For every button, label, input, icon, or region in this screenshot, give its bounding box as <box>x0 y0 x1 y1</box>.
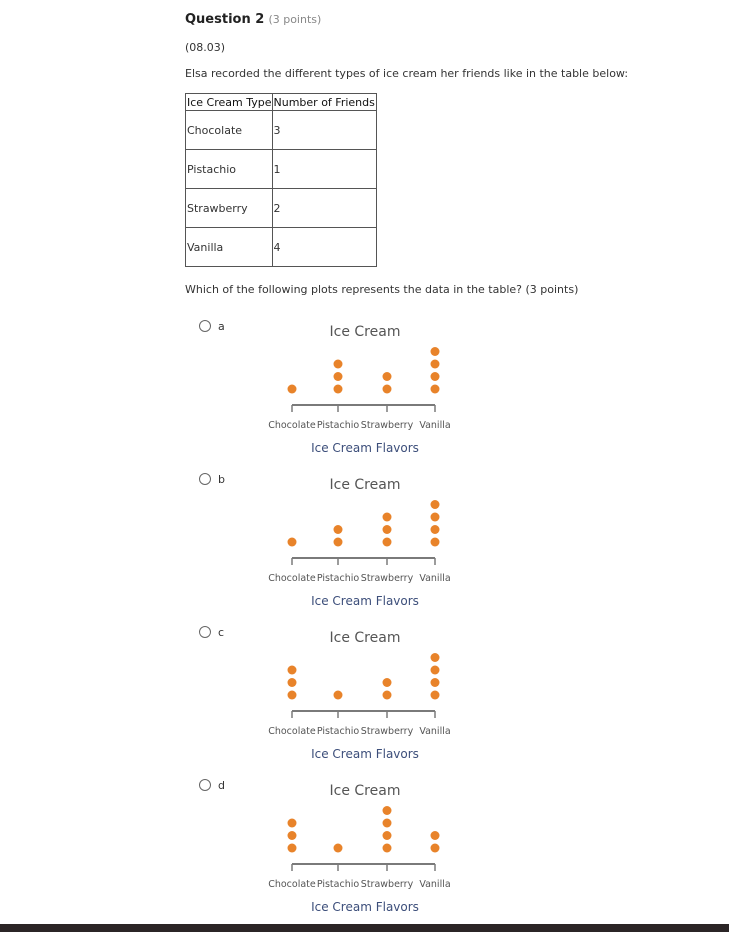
tick-label: Chocolate <box>268 573 316 584</box>
chart-title: Ice Cream <box>329 783 401 799</box>
question-number: Question 2 <box>185 12 265 27</box>
question-title <box>185 12 321 27</box>
option-c-radio[interactable] <box>199 626 239 642</box>
dot-plot-a <box>250 318 465 468</box>
table-cell: 1 <box>272 150 376 189</box>
data-dot <box>334 538 343 547</box>
table-header-row <box>186 94 377 111</box>
data-dot <box>431 360 440 369</box>
x-axis-label: Ice Cream Flavors <box>311 441 419 455</box>
data-dot <box>334 844 343 853</box>
data-dot <box>383 385 392 394</box>
table-header-cell: Ice Cream Type <box>187 95 272 109</box>
tick-label: Pistachio <box>316 420 360 431</box>
data-dot <box>431 513 440 522</box>
tick-label: Pistachio <box>316 573 360 584</box>
tick-label: Strawberry <box>360 420 414 431</box>
question-text: Elsa recorded the different types of ice cream her friends like in the table below: <box>185 67 629 80</box>
data-dot <box>334 360 343 369</box>
data-dot <box>288 678 297 687</box>
data-dot <box>288 831 297 840</box>
tick-label: Strawberry <box>360 726 414 737</box>
tick-label: Chocolate <box>268 879 316 890</box>
data-dot <box>383 513 392 522</box>
question-prompt: Which of the following plots represents the data in the table? (3 points) <box>185 283 579 296</box>
question-points: (3 points) <box>268 13 322 26</box>
data-dot <box>431 538 440 547</box>
tick-label: Pistachio <box>316 726 360 737</box>
data-dot <box>383 525 392 534</box>
data-dot <box>431 691 440 700</box>
option-letter: b <box>218 473 225 486</box>
table-cell: Pistachio <box>186 150 273 189</box>
bottom-bar <box>0 924 729 932</box>
data-dot <box>431 666 440 675</box>
data-dot <box>383 538 392 547</box>
dot-plot-svg <box>250 624 465 774</box>
table-cell: 2 <box>272 189 376 228</box>
data-dot <box>431 500 440 509</box>
tick-label: Vanilla <box>419 573 451 584</box>
data-dot <box>334 372 343 381</box>
option-b-radio[interactable] <box>199 473 239 489</box>
question-code: (08.03) <box>185 41 226 54</box>
data-dot <box>431 372 440 381</box>
table-row <box>186 111 377 150</box>
dot-plot-b <box>250 471 465 621</box>
tick-label: Vanilla <box>419 726 451 737</box>
data-dot <box>383 806 392 815</box>
data-dot <box>288 844 297 853</box>
tick-label: Vanilla <box>419 879 451 890</box>
tick-label: Vanilla <box>419 420 451 431</box>
data-dot <box>288 538 297 547</box>
radio-circle-icon[interactable] <box>199 626 211 638</box>
table-cell: Strawberry <box>186 189 273 228</box>
option-letter: a <box>218 320 225 333</box>
data-dot <box>431 385 440 394</box>
option-d-radio[interactable] <box>199 779 239 795</box>
data-dot <box>288 666 297 675</box>
table-cell: 3 <box>272 111 376 150</box>
dot-plot-svg <box>250 318 465 468</box>
x-axis-label: Ice Cream Flavors <box>311 747 419 761</box>
data-dot <box>431 525 440 534</box>
data-dot <box>288 385 297 394</box>
data-dot <box>383 844 392 853</box>
dot-plot-d <box>250 777 465 927</box>
table-cell: Chocolate <box>186 111 273 150</box>
data-dot <box>383 691 392 700</box>
data-dot <box>334 691 343 700</box>
table-row <box>186 150 377 189</box>
data-dot <box>431 831 440 840</box>
tick-label: Chocolate <box>268 726 316 737</box>
ice-cream-table <box>185 93 377 267</box>
option-letter: d <box>218 779 225 792</box>
data-dot <box>431 844 440 853</box>
tick-label: Pistachio <box>316 879 360 890</box>
data-dot <box>431 347 440 356</box>
data-dot <box>288 691 297 700</box>
data-dot <box>288 819 297 828</box>
data-dot <box>431 653 440 662</box>
x-axis-label: Ice Cream Flavors <box>311 594 419 608</box>
data-dot <box>334 385 343 394</box>
dot-plot-svg <box>250 471 465 621</box>
data-dot <box>431 678 440 687</box>
table-row <box>186 189 377 228</box>
table-cell: 4 <box>272 228 376 267</box>
table-row <box>186 228 377 267</box>
data-dot <box>334 525 343 534</box>
tick-label: Strawberry <box>360 879 414 890</box>
tick-label: Strawberry <box>360 573 414 584</box>
dot-plot-svg <box>250 777 465 927</box>
table-cell: Vanilla <box>186 228 273 267</box>
radio-circle-icon[interactable] <box>199 473 211 485</box>
option-letter: c <box>218 626 225 639</box>
dot-plot-c <box>250 624 465 774</box>
data-dot <box>383 372 392 381</box>
tick-label: Chocolate <box>268 420 316 431</box>
option-a-radio[interactable] <box>199 320 239 336</box>
data-dot <box>383 831 392 840</box>
chart-title: Ice Cream <box>329 630 401 646</box>
data-dot <box>383 678 392 687</box>
radio-circle-icon[interactable] <box>199 779 211 791</box>
radio-circle-icon[interactable] <box>199 320 211 332</box>
table-header-cell: Number of Friends <box>273 95 375 109</box>
data-dot <box>383 819 392 828</box>
chart-title: Ice Cream <box>329 477 401 493</box>
x-axis-label: Ice Cream Flavors <box>311 900 419 914</box>
chart-title: Ice Cream <box>329 324 401 340</box>
